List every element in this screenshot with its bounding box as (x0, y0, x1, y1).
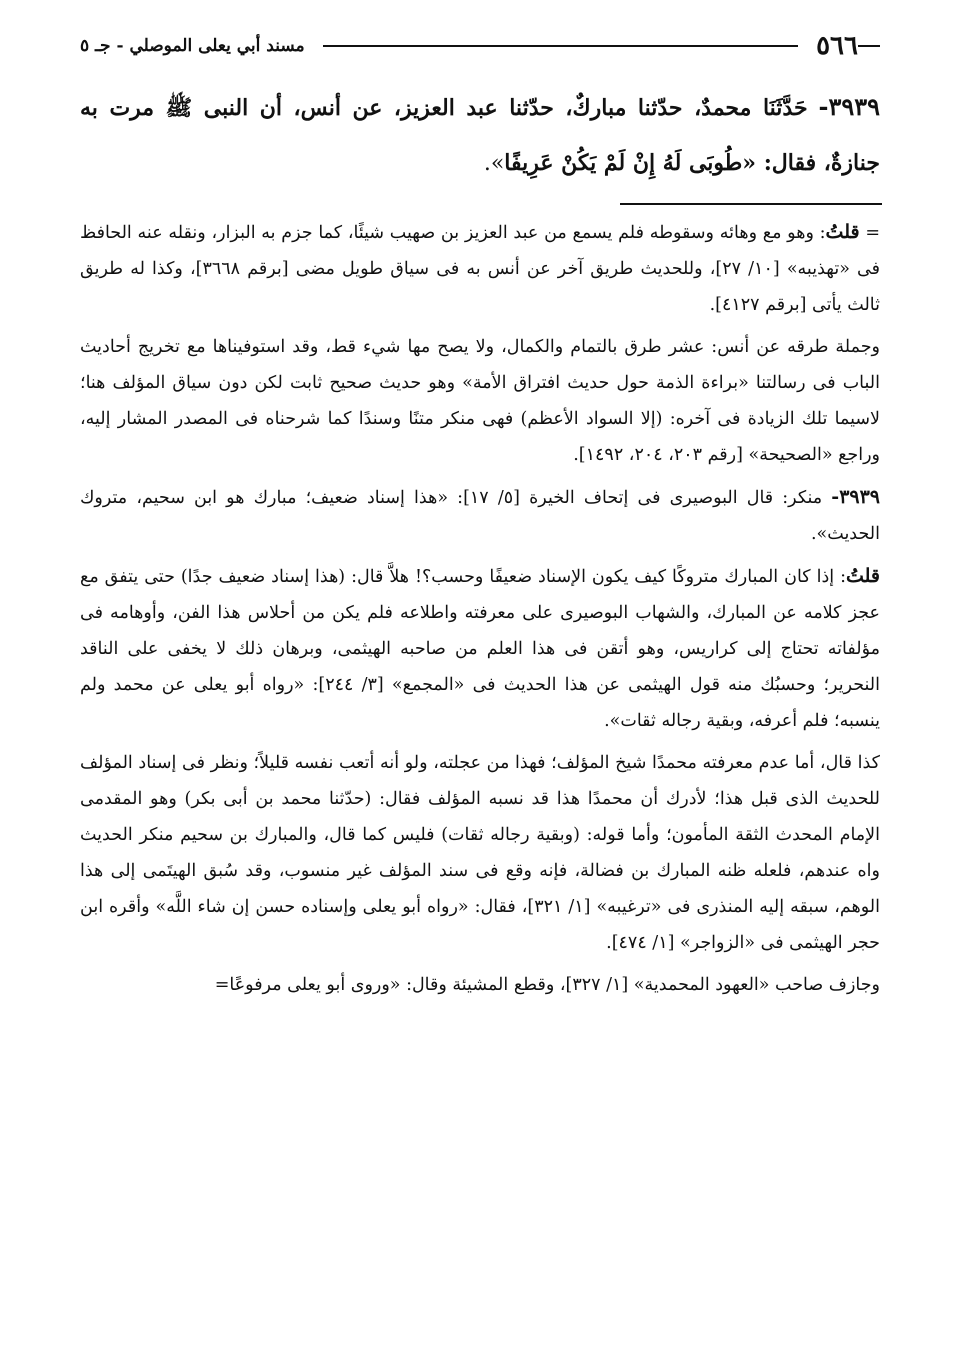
hadith-matn: طُوبَى لَهُ إِنْ لَمْ يَكُنْ عَرِيفًا (504, 150, 743, 176)
footnotes (80, 214, 880, 1009)
note-paragraph-4 (80, 558, 880, 739)
note-text: : وهو مع وهائه وسقوطه فلم يسمع من عبد العزيز بن صهيب شيئًا، كما جزم به البزار، ونقله عنه الحافظ فى «تهذيبه» [١٠/ ٢٧]، وللحديث طريق آخر عن أنس به فى سياق طويل مضى [برقم ٣٦٦٨]، وكذا له طريق ثالث يأتى [برقم ٤١٢٧]. (80, 223, 880, 315)
header-rule (323, 45, 798, 47)
note-label: قلتُ (825, 221, 860, 243)
hadith-text (80, 80, 880, 191)
page-number: ٥٦٦ (816, 31, 858, 61)
hadith-isnad: حَدَّثَنَا محمدٌ، حدّثنا مباركٌ، حدّثنا عبد العزيز، عن أنس، أن النبى ﷺ مرت به جنازةٌ، فقال: « (80, 95, 880, 176)
header-lead-rule (858, 45, 880, 47)
footnote-separator (620, 203, 882, 205)
note-label: قلتُ (845, 565, 880, 587)
note-paragraph-5 (80, 745, 880, 961)
note-number: ٣٩٣٩- (831, 486, 881, 508)
running-header (80, 26, 880, 66)
note-text: وجملة طرقه عن أنس: عشر طرق بالتمام والكمال، ولا يصح مها شيء قط، وقد استوفيناها مع تخريج أحاديث الباب فى رسالتنا «براءة الذمة حول حديث افتراق الأمة» وهو حديث صحيح ثابت لكن دون سياق المؤلف هنا؛ لاسيما تلك الزيادة فى آخره: (إلا السواد الأعظم) فهى منكر متنًا وسندًا كما شرحناه فى المصدر المشار إليه، وراجع «الصحيحة» [رقم ٢٠٣، ٢٠٤، ١٤٩٢]. (80, 337, 880, 465)
note-text: منكر: قال البوصيرى فى إتحاف الخيرة [٥/ ١٧]: «هذا إسناد ضعيف؛ مبارك هو ابن سحيم، متروك الحديث». (80, 488, 880, 544)
note-text: وجازف صاحب «العهود المحمدية» [١/ ٣٢٧]، وقطع المشيئة وقال: «وروى أبو يعلى مرفوعًا= (214, 975, 880, 995)
hadith-number: ٣٩٣٩- (818, 92, 880, 121)
note-paragraph-2 (80, 329, 880, 473)
note-text: كذا قال، أما عدم معرفته محمدًا شيخ المؤلف؛ فهذا من عجلته، ولو أنه أتعب نفسه قليلاً؛ ونظر فى إسناد المؤلف للحديث الذى قبل هذا؛ لأدرك أن محمدًا هذا قد نسبه المؤلف فقال: (حدّثنا محمد بن أبى بكر) وهو المقدمى الإمام المحدث الثقة المأمون؛ وأما قوله: (وبقية رجاله ثقات) فليس كما قال، والمبارك بن سحيم منكر الحديث واه عندهم، فلعله ظنه المبارك بن فضالة، فإنه وقع فى سند المؤلف غير منسوب، وقد سُبق الهيتَمى إلى هذا الوهم، سبقه إليه المنذرى فى «ترغيبه» [١/ ٣٢١]، فقال: «رواه أبو يعلى وإسناده حسن إن شاء اللَّه» وأقره ابن حجر الهيثمى فى «الزواجر» [١/ ٤٧٤]. (80, 753, 880, 953)
continuation-marker: = (865, 223, 880, 243)
note-paragraph-6 (80, 967, 880, 1003)
book-title: مسند أبي يعلى الموصلي - جـ ٥ (80, 36, 305, 56)
note-paragraph-3 (80, 479, 880, 552)
note-paragraph-1 (80, 214, 880, 323)
note-text: : إذا كان المبارك متروكًا كيف يكون الإسناد ضعيفًا وحسب؟! هلاَّ قال: (هذا إسناد ضعيف جدًا) حتى يتفق مع عجز كلامه عن المبارك، والشهاب البوصيرى على معرفته واطلاعه فلم يكن من أحلاس هذا الفن، وأوهامه فى مؤلفاته تحتاج إلى كراريس، وهو أتقن فى هذا العلم من صاحبه الهيثمى، وبرهان ذلك لا يخفى على الناقد النحرير؛ وحسبُك منه قول الهيثمى عن هذا الحديث فى «المجمع» [٣/ ٢٤٤]: «رواه أبو يعلى عن محمد ولم ينسبه؛ فلم أعرفه، وبقية رجاله ثقات». (80, 567, 880, 731)
hadith-end: ». (483, 151, 505, 176)
